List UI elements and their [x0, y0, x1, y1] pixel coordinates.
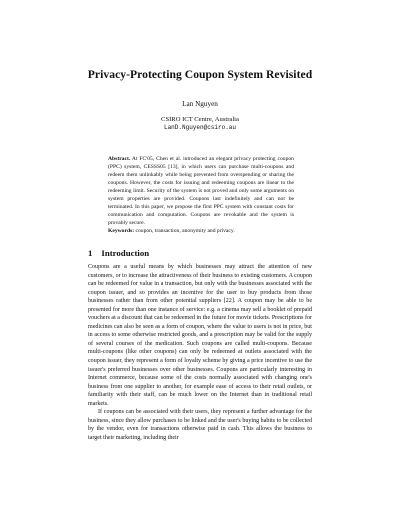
keywords-label: Keywords: [108, 228, 135, 234]
section-title: Introduction [101, 248, 150, 258]
author-email[interactable]: LanD.Nguyen@csiro.au [163, 124, 236, 131]
author-affiliation: CSIRO ICT Centre, Australia [161, 116, 239, 123]
section-heading [88, 248, 149, 258]
paragraph-2: If coupons can be associated with their users, they represent a further advantage for the business, since they allow purchases to be linked and the user's buying habits to be collected by the vendor, even for transactions otherwise paid in cash. This allows the business to target their marketing, including their [88, 409, 312, 441]
abstract-label: Abstract. [108, 156, 131, 162]
paragraph-1: Coupons are a useful means by which businesses may attract the attention of new customers, or to increase the attractiveness of their business to existing customers. A coupon can be redeemed for value in a transaction, but only with the businesses associated with the coupon issuer, and so provides an incentive for the user to buy products from those businesses rather than from other potential suppliers [22]. A coupon may be able to be presented for more than one instance of service: e.g. a cinema may sell a booklet of prepaid vouchers at a discount that can be redeemed in the future for movie tickets. Prescriptions for medicines can also be seen as a form of coupon, where the value to users is not in price, but in access to some otherwise restricted goods, and a prescription may be valid for the supply of several courses of the medication. Such coupons are called multi-coupons. Because multi-coupons (like other coupons) can only be redeemed at outlets associated with the coupon issuer, they represent a form of loyalty scheme by giving a price incentive to use the issuer's preferred businesses over other businesses. Coupons are particularly interesting in Internet commerce, because some of the costs normally associated with changing one's business from one supplier to another, for example ease of access to their retail outlets, or familiarity with their staff, can be much lower on the Internet than in traditional retail markets. [88, 264, 312, 407]
author-name: Lan Nguyen [182, 100, 218, 108]
section-body [88, 263, 312, 442]
abstract-text: At FC'05, Chen et al. introduced an elegant privacy protecting coupon (PPC) system, CESSS05 [13], in which users can purchase multi-coupons and redeem them unlinkably while being prevented from overspending or sharing the coupons. However, the costs for issuing and redeeming coupons are linear to the redeeming limit. Security of the system is not proved and only some arguments on system properties are provided. Coupons last indefinitely and can not be terminated. In this paper, we propose the first PPC system with constant costs for communication and computation. Coupons are revokable and the system is provably secure. [108, 156, 294, 226]
section-number: 1 [88, 248, 93, 258]
abstract [108, 155, 294, 235]
keywords-text: coupon, transaction, anonymity and privacy. [135, 228, 235, 234]
paper-title: Privacy-Protecting Coupon System Revisited [87, 68, 313, 81]
